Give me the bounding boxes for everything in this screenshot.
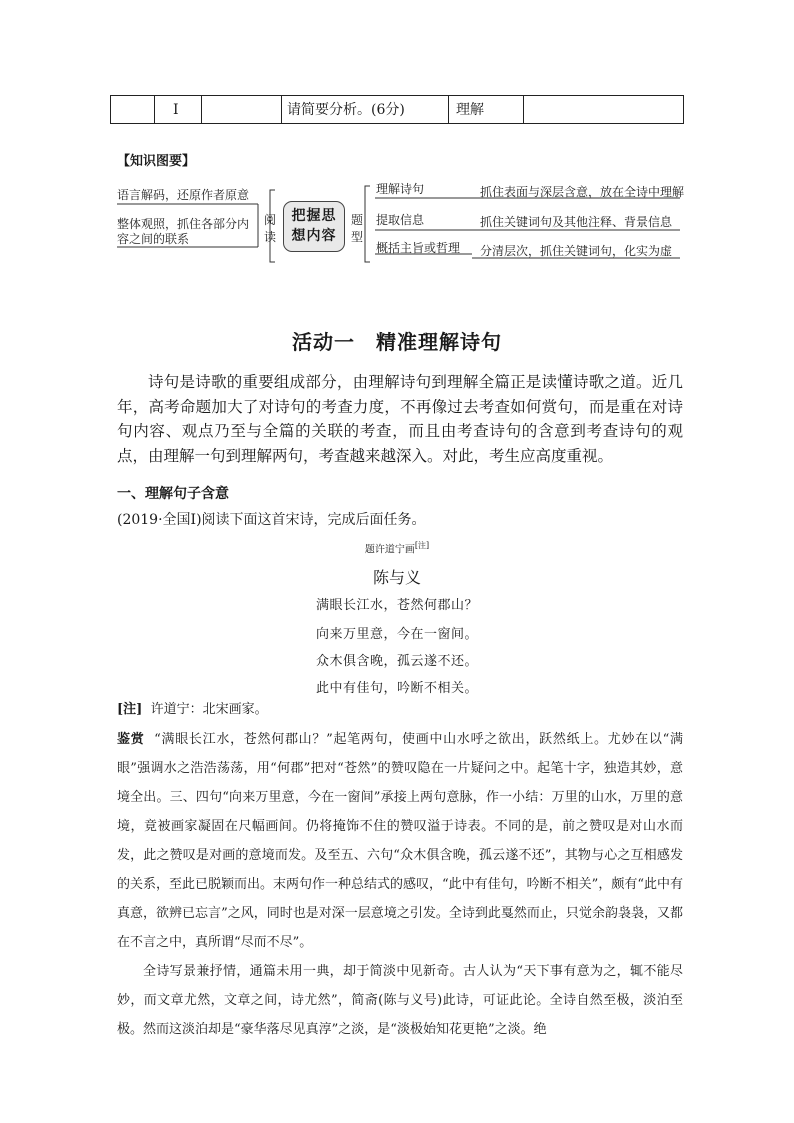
note-text: 许道宁：北宋画家。 — [150, 702, 268, 717]
km-center-node — [283, 201, 345, 252]
task-instruction: (2019·全国Ⅰ)阅读下面这首宋诗，完成后面任务。 — [117, 512, 426, 528]
poem-note-mark: [注] — [414, 541, 430, 550]
km-read-label: 阅 — [264, 213, 277, 227]
appreciation-paragraph: 全诗写景兼抒情，通篇未用一典，却于简淡中见新奇。古人认为“天下事有意为之，辄不能尽妙，而文章尤然，文章之间，诗尤然”，简斋(陈与义号)此诗，可证此论。全诗自然至极，淡泊至极。然而这淡泊却是“豪华落尽见真淳”之淡，是“淡极始知花更艳”之淡。绝 — [117, 964, 683, 1037]
poem-line: 向来万里意，今在一窗间。 — [315, 627, 478, 642]
section-heading: 活动一 精准理解诗句 — [292, 330, 502, 354]
intro-paragraph: 诗句是诗歌的重要组成部分，由理解诗句到理解全篇正是读懂诗歌之道。近几年，高考命题加大了对诗句的考查力度，不再像过去考查如何赏句，而是重在对诗句内容、观点乃至与全篇的关联的考查，而且由考查诗句的含意到考查诗句的观点，由理解一句到理解两句，考查越来越深入。对此，考生应高度重视。 — [117, 373, 683, 465]
km-read-label: 读 — [264, 230, 277, 244]
km-branch-desc: 抓住关键词句及其他注释、背景信息 — [480, 215, 673, 229]
poem-line: 满眼长江水，苍然何郡山？ — [315, 598, 478, 613]
km-center-line: 想内容 — [291, 228, 337, 244]
note-label: [注] — [117, 702, 143, 717]
appreciation-block — [117, 725, 683, 1044]
km-left-item: 语言解码，还原作者原意 — [117, 188, 250, 202]
km-left-item: 容之间的联系 — [117, 232, 190, 246]
subheading: 一、理解句子含意 — [117, 486, 229, 502]
km-branch-name: 概括主旨或哲理 — [376, 241, 461, 255]
km-branch-desc: 分清层次，抓住关键词句，化实为虚 — [480, 244, 673, 258]
km-branch-desc: 抓住表面与深层含意，放在全诗中理解 — [480, 185, 685, 199]
poem-author: 陈与义 — [372, 568, 421, 587]
km-branch-name: 提取信息 — [376, 213, 425, 227]
km-type-label: 型 — [351, 230, 364, 244]
km-left-item: 整体观照，抓住各部分内 — [117, 217, 250, 231]
table-question: 请简要分析。(6分) — [287, 102, 405, 118]
knowledge-map-title: 【知识图要】 — [117, 154, 196, 169]
poem-line: 此中有佳句，吟断不相关。 — [315, 681, 478, 696]
table-numeral: Ⅰ — [173, 102, 179, 118]
table-skill: 理解 — [456, 102, 484, 118]
poem-line: 众木俱含晚，孤云遂不还。 — [315, 654, 478, 669]
km-branch-name: 理解诗句 — [376, 182, 425, 196]
appreciation-paragraph — [117, 725, 683, 957]
km-center-line: 把握思 — [291, 208, 337, 224]
poem-note — [117, 698, 268, 717]
poem-title-line — [0, 540, 794, 555]
km-type-label: 题 — [351, 213, 364, 227]
poem-title: 题许道宁画 — [364, 544, 415, 556]
appreciation-text: “满眼长江水，苍然何郡山？”起笔两句，使画中山水呼之欲出，跃然纸上。尤妙在以“满眼”强调水之浩浩荡荡，用“何郡”把对“苍然”的赞叹隐在一片疑问之中。起笔十字，独造其妙，意境全出。三、四句“向来万里意，今在一窗间”承接上两句意脉，作一小结：万里的山水，万里的意境，竟被画家凝固在尺幅画间。仍将掩饰不住的赞叹溢于诗表。不同的是，前之赞叹是对山水而发，此之赞叹是对画的意境而发。及至五、六句“众木俱含晚，孤云遂不还”，其物与心之互相感发的关系，至此已脱颖而出。末两句作一种总结式的感叹，“此中有佳句，吟断不相关”，颇有“此中有真意，欲辨已忘言”之风，同时也是对深一层意境之引发。全诗到此戛然而止，只觉余韵袅袅，又都在不言之中，真所谓“尽而不尽”。 — [117, 732, 683, 950]
appreciation-label: 鉴赏 — [117, 732, 145, 747]
